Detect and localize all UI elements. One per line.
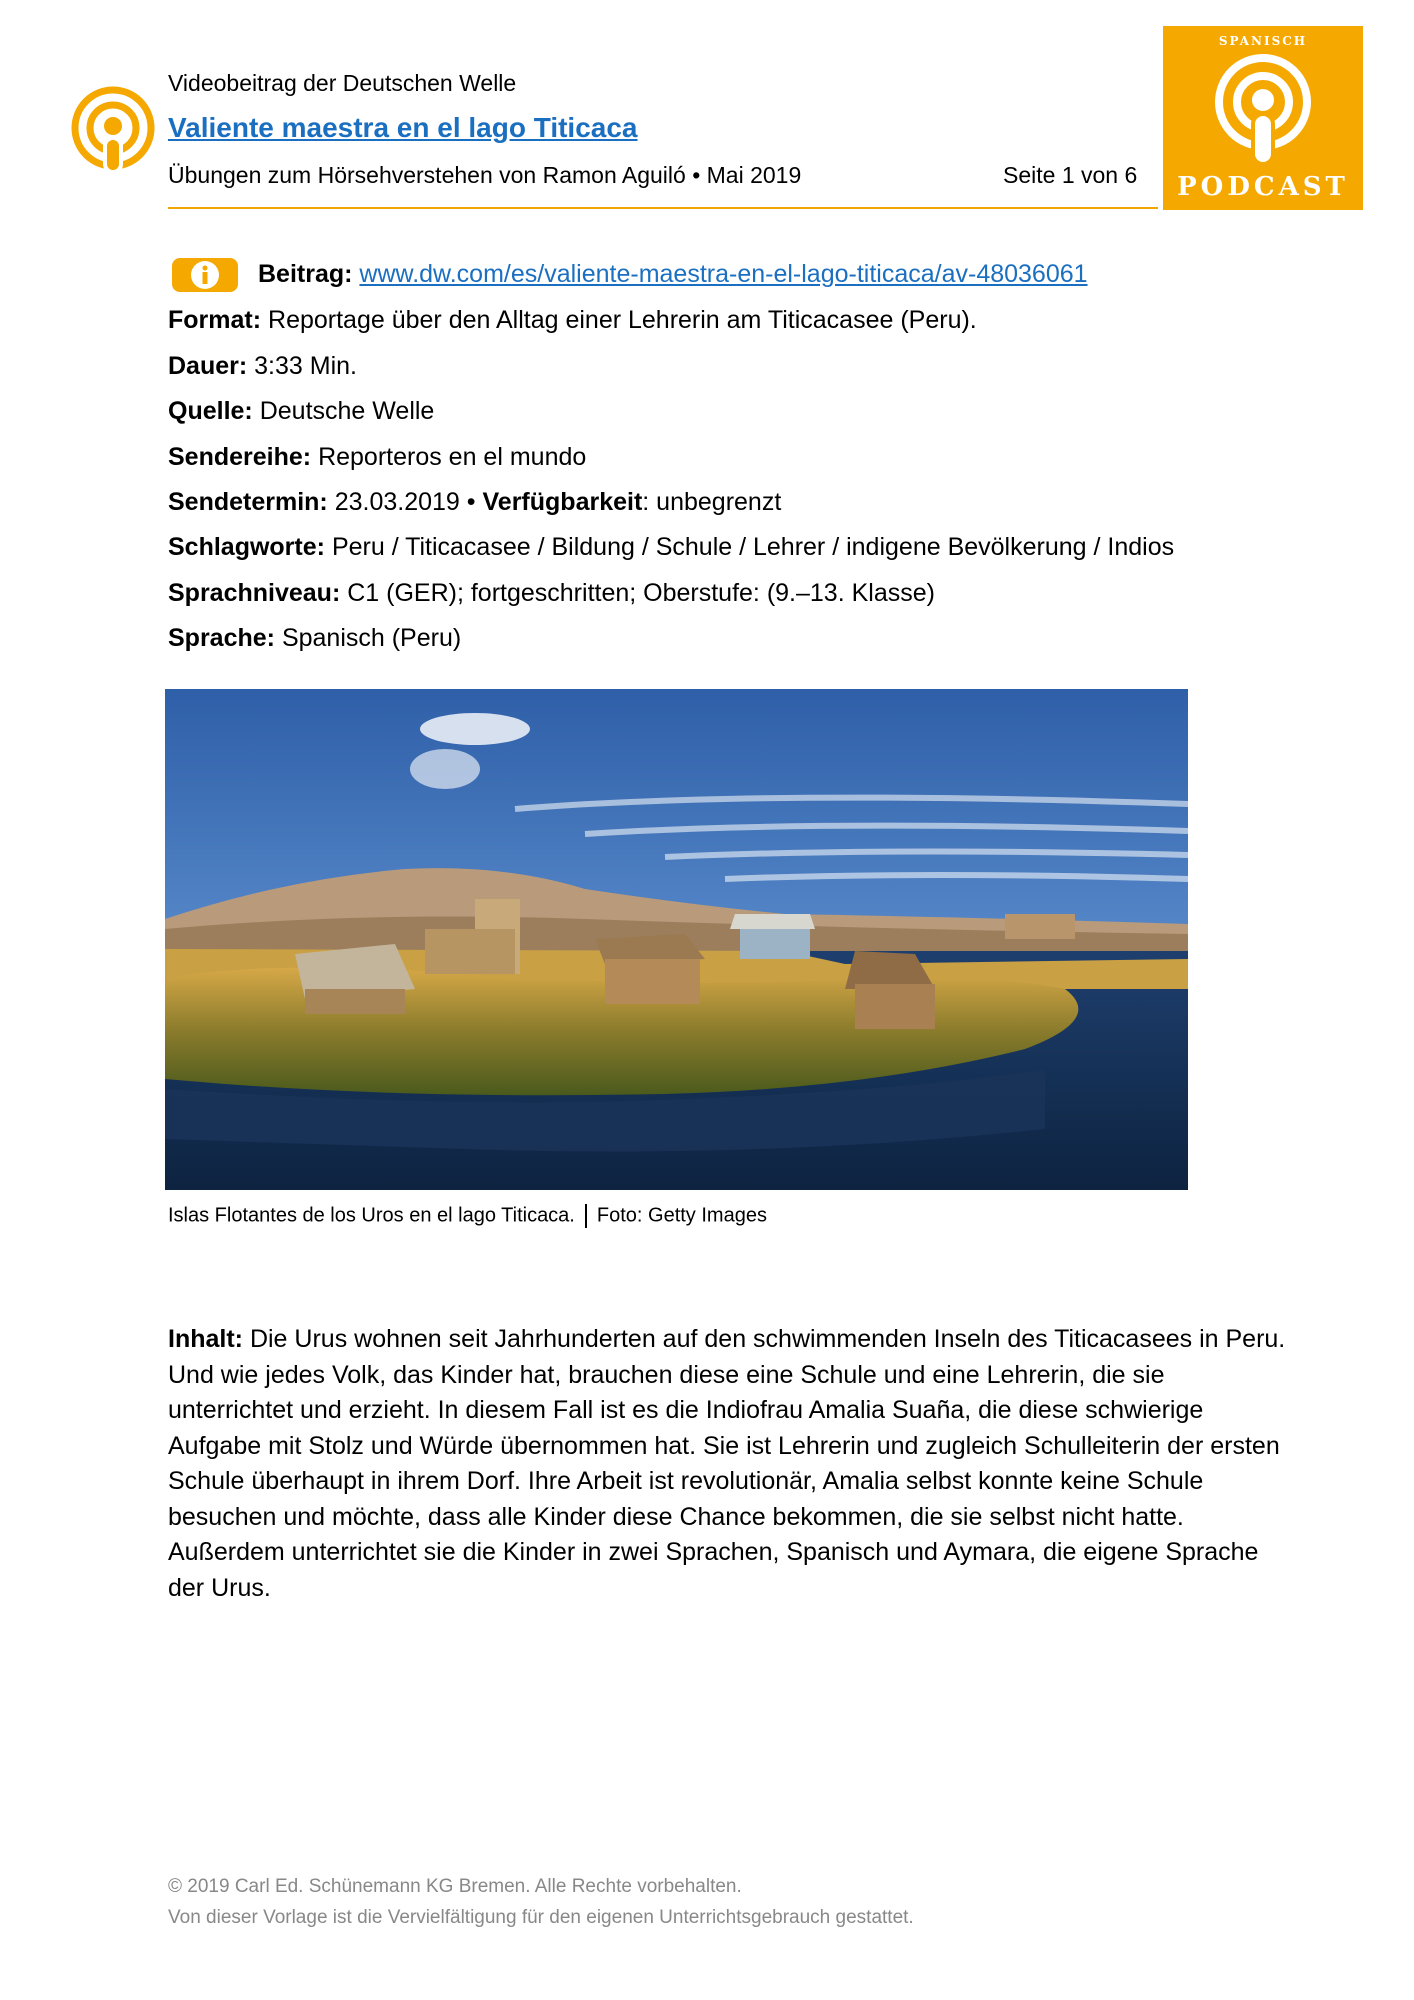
logo-top-text: SPANISCH	[1218, 34, 1308, 48]
lake-titicaca-photo	[165, 689, 1188, 1190]
meta-quelle-label: Quelle:	[168, 397, 253, 425]
page-indicator: Seite 1 von 6	[1003, 162, 1138, 188]
header-subtitle: Übungen zum Hörsehverstehen von Ramon Aguiló • Mai 2019	[168, 162, 802, 188]
meta-sprache-value: Spanisch (Peru)	[281, 624, 462, 652]
meta-quelle-value: Deutsche Welle	[259, 397, 435, 425]
meta-format	[168, 306, 977, 335]
meta-sprachniveau-label: Sprachniveau:	[168, 579, 341, 607]
meta-sendereihe-value: Reporteros en el mundo	[318, 443, 587, 471]
meta-sendereihe	[168, 443, 586, 472]
caption-text: Islas Flotantes de los Uros en el lago Titicaca.	[168, 1204, 575, 1227]
meta-dauer-value: 3:33 Min.	[254, 352, 357, 380]
meta-sendetermin-value: 23.03.2019 •	[334, 488, 476, 516]
meta-schlagworte-value: Peru / Titicacasee / Bildung / Schule / Lehrer / indigene Bevölkerung / Indios	[331, 533, 1175, 561]
meta-beitrag	[258, 260, 1088, 289]
content-label: Inhalt:	[168, 1325, 243, 1353]
info-icon	[170, 256, 240, 294]
header-divider	[168, 207, 1158, 209]
meta-beitrag-label: Beitrag:	[258, 260, 353, 288]
meta-dauer-label: Dauer:	[168, 352, 248, 380]
meta-verfuegbarkeit-label: Verfügbarkeit	[482, 488, 643, 516]
meta-sprache-label: Sprache:	[168, 624, 275, 652]
meta-format-label: Format:	[168, 306, 262, 334]
content-text: Die Urus wohnen seit Jahrhunderten auf den schwimmenden Inseln des Titicacasees in Peru. Und wie jedes Volk, das Kinder hat, brauchen diese eine Schule und eine Lehrerin, die sie unterrichtet und erzieht. In diesem Fall ist es die Indiofrau Amalia Suaña, die diese schwierige Aufgabe mit Stolz und Würde übernommen hat. Sie ist Lehrerin und zugleich Schulleiterin der ersten Schule überhaupt in ihrem Dorf. Ihre Arbeit ist revolutionär, Amalia selbst konnte keine Schule besuchen und möchte, dass alle Kinder diese Chance bekommen, die sie selbst nicht hatte. Außerdem unterrichtet sie die Kinder in zwei Sprachen, Spanisch und Aymara, die eigene Sprache der Urus.	[168, 1325, 1286, 1602]
content-paragraph	[168, 1322, 1288, 1606]
meta-schlagworte	[168, 533, 1174, 562]
page-title-link[interactable]: Valiente maestra en el lago Titicaca	[168, 112, 638, 143]
meta-dauer	[168, 352, 357, 381]
beitrag-link[interactable]: www.dw.com/es/valiente-maestra-en-el-lago-titicaca/av-48036061	[359, 260, 1088, 288]
podcast-logo-icon	[1211, 54, 1315, 172]
meta-quelle	[168, 397, 434, 426]
meta-format-value: Reportage über den Alltag einer Lehrerin am Titicacasee (Peru).	[268, 306, 977, 334]
header-source-line: Videobeitrag der Deutschen Welle	[168, 70, 517, 96]
podcast-icon	[68, 86, 158, 176]
meta-sendereihe-label: Sendereihe:	[168, 443, 312, 471]
meta-sprachniveau-value: C1 (GER); fortgeschritten; Oberstufe: (9.–13. Klasse)	[347, 579, 935, 607]
footer-copyright: © 2019 Carl Ed. Schünemann KG Bremen. Alle Rechte vorbehalten.	[168, 1876, 742, 1897]
footer-notice: Von dieser Vorlage ist die Vervielfältigung für den eigenen Unterrichtsgebrauch gestattet.	[168, 1907, 914, 1928]
meta-sprachniveau	[168, 579, 935, 608]
photo-caption	[168, 1204, 767, 1228]
logo-bottom-text: PODCAST	[1177, 172, 1349, 202]
meta-schlagworte-label: Schlagworte:	[168, 533, 325, 561]
spanisch-podcast-logo	[1163, 26, 1363, 210]
meta-sendetermin-label: Sendetermin:	[168, 488, 328, 516]
meta-sprache	[168, 624, 461, 653]
caption-separator	[585, 1204, 587, 1228]
meta-verfuegbarkeit-value: : unbegrenzt	[642, 488, 782, 516]
meta-sendetermin	[168, 488, 781, 517]
caption-credit: Foto: Getty Images	[596, 1204, 767, 1227]
